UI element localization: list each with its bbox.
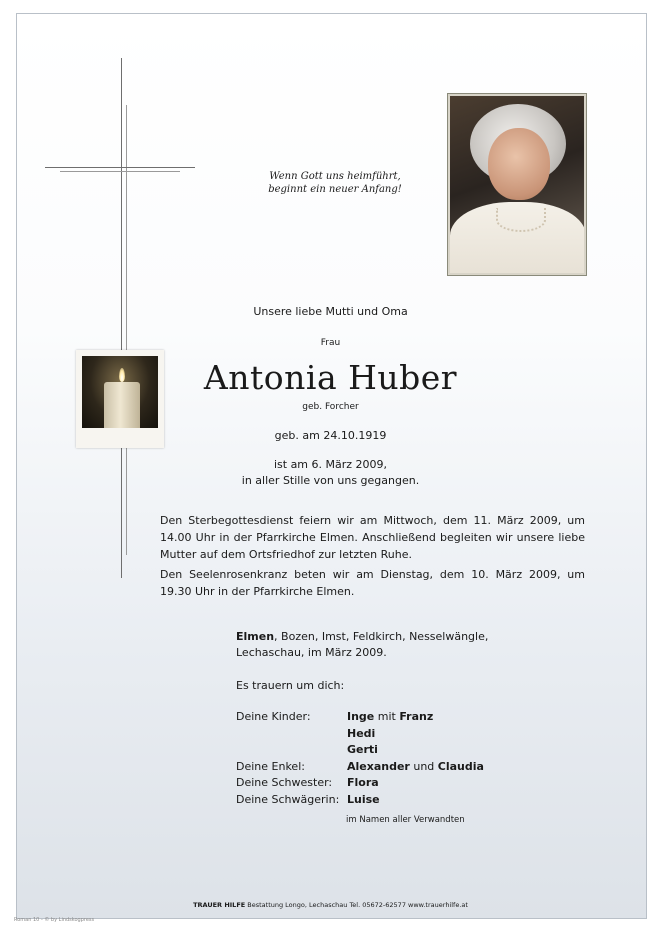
- family-member-name: Alexander: [347, 759, 410, 773]
- family-member-name: Claudia: [437, 759, 484, 773]
- family-row: [236, 775, 484, 792]
- family-member-name: Inge: [347, 710, 375, 723]
- family-label: Deine Kinder:: [236, 710, 311, 723]
- intro-text: Unsere liebe Mutti und Oma: [253, 305, 408, 318]
- quote-line-1: Wenn Gott uns heimführt,: [269, 171, 401, 182]
- family-names: [347, 709, 433, 726]
- family-connector: mit: [374, 710, 400, 723]
- family-names: [347, 792, 380, 809]
- death-notice: [0, 457, 661, 489]
- family-member-name: Franz: [399, 710, 434, 723]
- family-names: [347, 775, 379, 792]
- footer-brand: TRAUER HILFE: [193, 901, 246, 909]
- quote-line-2: beginnt ein neuer Anfang!: [268, 184, 402, 195]
- family-member-name: Luise: [347, 792, 380, 806]
- family-label: Deine Enkel:: [236, 759, 305, 773]
- family-row: [236, 792, 484, 809]
- family-label: [236, 726, 347, 743]
- relatives-note: im Namen aller Verwandten: [346, 815, 465, 825]
- places-rest: , Bozen, Imst, Feldkirch, Nesselwängle,: [274, 630, 489, 643]
- cross-icon: [121, 58, 122, 578]
- family-list: [236, 709, 484, 808]
- rosary-paragraph: Den Seelenrosenkranz beten wir am Dienstag, dem 10. März 2009, um 19.30 Uhr in der Pfarrkirche Elmen.: [160, 568, 585, 598]
- family-names: [347, 759, 484, 776]
- family-label: Deine Schwester:: [236, 776, 333, 789]
- family-names: [347, 726, 375, 743]
- title-prefix: Frau: [320, 338, 341, 348]
- family-names: [347, 742, 378, 759]
- cross-beam-shadow: [60, 171, 180, 172]
- deceased-name: Antonia Huber: [203, 358, 458, 397]
- death-line-2: in aller Stille von uns gegangen.: [241, 474, 420, 487]
- photo-necklace: [496, 208, 546, 232]
- service-paragraph: Den Sterbegottesdienst feiern wir am Mittwoch, dem 11. März 2009, um 14.00 Uhr in der Pfarrkirche Elmen. Anschließend begleiten wir unsere liebe Mutter auf dem Ortsfriedhof zur letzten Ruhe.: [160, 514, 585, 561]
- birth-date: geb. am 24.10.1919: [274, 429, 387, 442]
- family-row: [236, 759, 484, 776]
- family-connector: und: [409, 759, 438, 773]
- footer: [0, 901, 661, 909]
- footer-details: Bestattung Longo, Lechaschau Tel. 05672-62577 www.trauerhilfe.at: [245, 901, 468, 909]
- death-line-1: ist am 6. März 2009,: [273, 458, 388, 471]
- maiden-name: geb. Forcher: [302, 402, 359, 412]
- family-label: Deine Schwägerin:: [236, 792, 340, 806]
- family-member-name: Gerti: [347, 743, 378, 756]
- family-row: [236, 726, 484, 743]
- photo-face: [488, 128, 550, 200]
- portrait-photo: [447, 93, 587, 276]
- family-row: [236, 709, 484, 726]
- family-row: [236, 742, 484, 759]
- small-print: Roman 10 - © by Lindskogpress: [14, 917, 95, 923]
- mourners-intro: Es trauern um dich:: [236, 679, 345, 692]
- place-first: Elmen: [236, 630, 275, 643]
- places-line-2: Lechaschau, im März 2009.: [236, 646, 387, 659]
- family-member-name: Hedi: [347, 726, 376, 740]
- quote: [250, 170, 420, 196]
- photo-background: [450, 96, 584, 273]
- cross-beam: [45, 167, 195, 168]
- places-date: [236, 629, 536, 661]
- family-member-name: Flora: [347, 776, 379, 789]
- family-label: [236, 742, 347, 759]
